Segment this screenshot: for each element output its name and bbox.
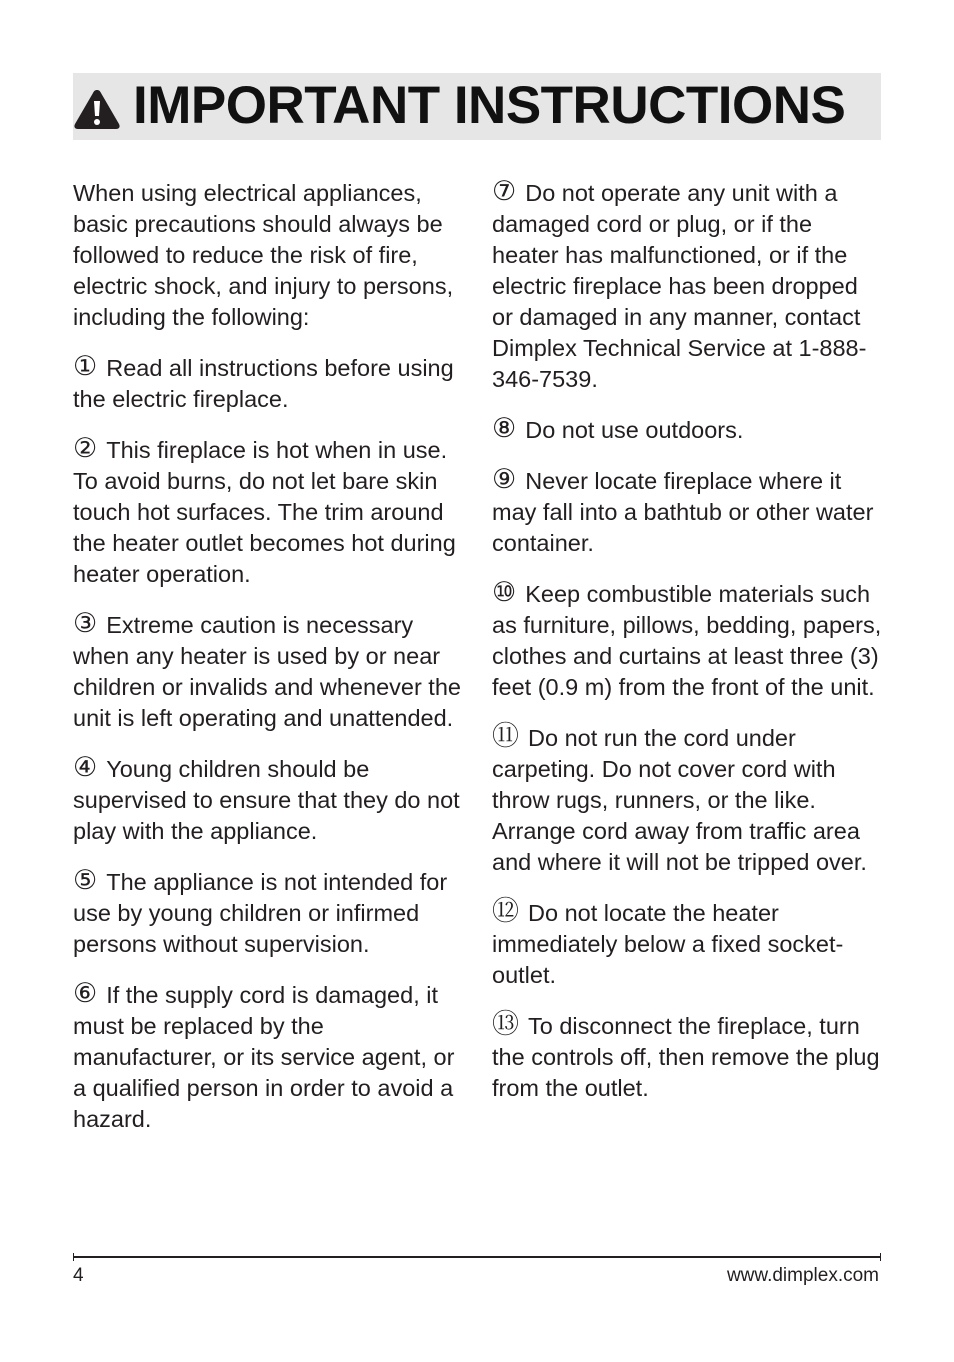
instruction-text: Extreme caution is necessary when any heater is used by or near children or invalids and whenever the unit is left operating and unattended. bbox=[73, 612, 461, 731]
instruction-item-10 bbox=[492, 579, 884, 703]
title-bar bbox=[73, 73, 881, 140]
number-badge: ② bbox=[73, 433, 98, 463]
instruction-text: Do not run the cord under carpeting. Do not cover cord with throw rugs, runners, or the like. Arrange cord away from traffic area and where it will not be tripped over. bbox=[492, 725, 867, 875]
number-badge: ⑧ bbox=[492, 413, 517, 443]
instruction-text: Do not operate any unit with a damaged cord or plug, or if the heater has malfunctioned, or if the electric fireplace has been dropped or damaged in any manner, contact Dimplex Technical Service at 1-888-346-7539. bbox=[492, 180, 867, 392]
instruction-item-1 bbox=[73, 353, 465, 415]
footer-divider bbox=[73, 1256, 881, 1258]
number-badge: ① bbox=[73, 351, 98, 381]
instruction-text: Never locate fireplace where it may fall into a bathtub or other water container. bbox=[492, 468, 874, 556]
instruction-item-9 bbox=[492, 466, 884, 559]
instruction-text: Do not use outdoors. bbox=[525, 417, 744, 443]
number-badge: ⑩ bbox=[492, 577, 517, 607]
number-badge: ③ bbox=[73, 608, 98, 638]
instruction-item-8 bbox=[492, 415, 884, 446]
number-badge: ⑥ bbox=[73, 978, 98, 1008]
number-badge: ⑦ bbox=[492, 176, 517, 206]
right-column bbox=[492, 178, 884, 1124]
instruction-item-5 bbox=[73, 867, 465, 960]
instruction-item-7 bbox=[492, 178, 884, 395]
instruction-item-2 bbox=[73, 435, 465, 590]
instruction-text: Do not locate the heater immediately below a fixed socket-outlet. bbox=[492, 900, 844, 988]
instruction-item-6 bbox=[73, 980, 465, 1135]
number-badge: ⑨ bbox=[492, 464, 517, 494]
instruction-text: Young children should be supervised to ensure that they do not play with the appliance. bbox=[73, 756, 460, 844]
instruction-text: To disconnect the fireplace, turn the controls off, then remove the plug from the outlet. bbox=[492, 1013, 880, 1101]
number-badge: ⑪ bbox=[492, 721, 519, 751]
page-number: 4 bbox=[73, 1265, 84, 1286]
instruction-text: Keep combustible materials such as furniture, pillows, bedding, papers, clothes and curtains at least three (3) feet (0.9 m) from the front of the unit. bbox=[492, 581, 882, 700]
warning-triangle-icon bbox=[73, 87, 121, 131]
instruction-item-4 bbox=[73, 754, 465, 847]
left-column bbox=[73, 178, 465, 1155]
instruction-item-13 bbox=[492, 1011, 884, 1104]
instruction-text: If the supply cord is damaged, it must be replaced by the manufacturer, or its service agent, or a qualified person in order to avoid a hazard. bbox=[73, 982, 455, 1132]
number-badge: ⑫ bbox=[492, 896, 519, 926]
instruction-text: The appliance is not intended for use by young children or infirmed persons without supervision. bbox=[73, 869, 448, 957]
instruction-text: Read all instructions before using the electric fireplace. bbox=[73, 355, 454, 412]
instruction-item-3 bbox=[73, 610, 465, 734]
instruction-item-12 bbox=[492, 898, 884, 991]
page-title: IMPORTANT INSTRUCTIONS bbox=[133, 76, 846, 135]
number-badge: ⑬ bbox=[492, 1009, 519, 1039]
instruction-item-11 bbox=[492, 723, 884, 878]
instruction-text: This fireplace is hot when in use. To avoid burns, do not let bare skin touch hot surfaces. The trim around the heater outlet becomes hot during heater operation. bbox=[73, 437, 456, 587]
number-badge: ⑤ bbox=[73, 865, 98, 895]
number-badge: ④ bbox=[73, 752, 98, 782]
intro-paragraph: When using electrical appliances, basic precautions should always be followed to reduce the risk of fire, electric shock, and injury to persons, including the following: bbox=[73, 180, 454, 330]
website-link[interactable]: www.dimplex.com bbox=[726, 1265, 879, 1286]
